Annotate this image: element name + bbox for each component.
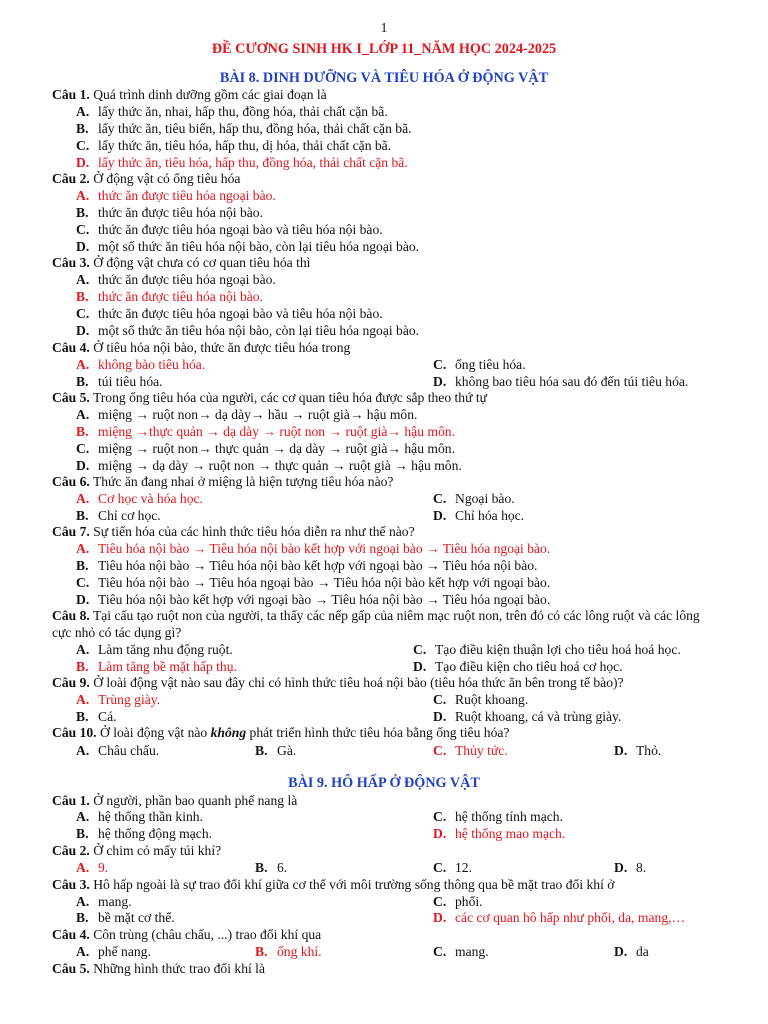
- question-b8-2: Câu 2. Ở động vật có ống tiêu hóa: [52, 171, 241, 186]
- question-b8-9: Câu 9. Ở loài động vật nào sau đây chỉ có hình thức tiêu hoá nội bào (tiêu hóa thức ăn bên trong tế bào)?: [52, 675, 624, 690]
- question-b9-2: Câu 2. Ở chim có mấy túi khí?: [52, 843, 222, 858]
- option: C. Tạo điều kiện thuận lợi cho tiêu hoá hoá học.: [413, 642, 681, 657]
- option-answer: B. ống khí.: [255, 944, 322, 959]
- option-answer: D. hệ thống mao mạch.: [433, 826, 566, 841]
- option: C. mang.: [433, 944, 489, 959]
- option: D. 8.: [614, 860, 647, 875]
- option: C. Ruột khoang.: [433, 692, 529, 707]
- option: B. 6.: [255, 860, 288, 875]
- option: D. Thỏ.: [614, 743, 662, 758]
- option: D. một số thức ăn tiêu hóa nội bào, còn lại tiêu hóa ngoại bào.: [76, 323, 420, 338]
- option-answer: A. Tiêu hóa nội bào → Tiêu hóa nội bào kết hợp với ngoại bào → Tiêu hóa ngoại bào.: [76, 541, 551, 556]
- option: B. Tiêu hóa nội bào → Tiêu hóa nội bào kết hợp với ngoại bào → Tiêu hóa nội bào.: [76, 558, 538, 573]
- question-b8-4: Câu 4. Ở tiêu hóa nội bào, thức ăn được tiêu hóa trong: [52, 340, 351, 355]
- option: C. hệ thống tính mạch.: [433, 809, 563, 824]
- section-title-bai-8: BÀI 8. DINH DƯỠNG VÀ TIÊU HÓA Ở ĐỘNG VẬT: [219, 70, 549, 86]
- question-b8-3: Câu 3. Ở động vật chưa có cơ quan tiêu hóa thì: [52, 255, 311, 270]
- option-answer: D. lấy thức ăn, tiêu hóa, hấp thu, đồng hóa, thải chất cặn bã.: [76, 155, 408, 170]
- question-b8-10: Câu 10. Ở loài động vật nào không phát triển hình thức tiêu hóa bằng ống tiêu hóa?: [52, 725, 510, 740]
- option: A. Châu chấu.: [76, 743, 160, 758]
- option: B. bề mặt cơ thể.: [76, 910, 175, 925]
- question-b8-6: Câu 6. Thức ăn đang nhai ở miệng là hiện tượng tiêu hóa nào?: [52, 474, 394, 489]
- document-title: ĐỀ CƯƠNG SINH HK I_LỚP 11_NĂM HỌC 2024-2025: [211, 41, 557, 57]
- option: B. thức ăn được tiêu hóa nội bào.: [76, 205, 263, 220]
- option: B. túi tiêu hóa.: [76, 374, 163, 389]
- option-answer: D. các cơ quan hô hấp như phổi, da, mang,…: [433, 910, 686, 925]
- option-answer: A. không bào tiêu hóa.: [76, 357, 206, 372]
- option: C. ống tiêu hóa.: [433, 357, 526, 372]
- question-b9-5: Câu 5. Những hình thức trao đổi khí là: [52, 961, 265, 976]
- option: B. Gà.: [255, 743, 297, 758]
- option: C. thức ăn được tiêu hóa ngoại bào và tiêu hóa nội bào.: [76, 306, 383, 321]
- option: C. 12.: [433, 860, 472, 875]
- question-b8-5: Câu 5. Trong ống tiêu hóa của người, các cơ quan tiêu hóa được sắp theo thứ tự: [52, 390, 488, 405]
- page-number: 1: [380, 20, 388, 35]
- question-b9-1: Câu 1. Ở người, phần bao quanh phế nang là: [52, 793, 298, 808]
- option: A. mang.: [76, 894, 132, 909]
- option: A. thức ăn được tiêu hóa ngoại bào.: [76, 272, 276, 287]
- option: B. hệ thống động mạch.: [76, 826, 213, 841]
- option: D. Tiêu hóa nội bào kết hợp với ngoại bào → Tiêu hóa nội bào → Tiêu hóa ngoại bào.: [76, 592, 551, 607]
- question-b8-1: Câu 1. Quá trình dinh dưỡng gồm các giai đoạn là: [52, 87, 327, 102]
- option-answer: A. 9.: [76, 860, 109, 875]
- question-b8-8: Câu 8. Tại cấu tạo ruột non của người, ta thấy các nếp gấp của niêm mạc ruột non, trên đó có các lông ruột và các lông cực nhỏ có tác dụng gì?: [52, 608, 700, 640]
- option: D. da: [614, 944, 649, 959]
- option: B. lấy thức ăn, tiêu biến, hấp thu, đồng hóa, thải chất cặn bã.: [76, 121, 412, 136]
- option: C. Ngoại bào.: [433, 491, 515, 506]
- option: D. một số thức ăn tiêu hóa nội bào, còn lại tiêu hóa ngoại bào.: [76, 239, 420, 254]
- option: C. Tiêu hóa nội bào → Tiêu hóa ngoại bào → Tiêu hóa nội bào kết hợp với ngoại bào.: [76, 575, 551, 590]
- option-answer: A. thức ăn được tiêu hóa ngoại bào.: [76, 188, 276, 203]
- option: A. miệng → ruột non→ dạ dày→ hầu → ruột già→ hậu môn.: [76, 407, 418, 422]
- question-b8-7: Câu 7. Sự tiến hóa của các hình thức tiêu hóa diễn ra như thế nào?: [52, 524, 415, 539]
- option-answer: B. thức ăn được tiêu hóa nội bào.: [76, 289, 263, 304]
- option: C. thức ăn được tiêu hóa ngoại bào và tiêu hóa nội bào.: [76, 222, 383, 237]
- option: C. phổi.: [433, 894, 483, 909]
- option-answer: A. Cơ học và hóa học.: [76, 491, 203, 506]
- option: D. Tạo điều kiện cho tiêu hoá cơ học.: [413, 659, 623, 674]
- option: D. Ruột khoang, cá và trùng giày.: [433, 709, 622, 724]
- option: B. Cá.: [76, 709, 117, 724]
- option-answer: A. Trùng giày.: [76, 692, 161, 707]
- option: C. lấy thức ăn, tiêu hóa, hấp thu, dị hóa, thải chất cặn bã.: [76, 138, 392, 153]
- option: D. Chỉ hóa học.: [433, 508, 525, 523]
- question-b9-3: Câu 3. Hô hấp ngoài là sự trao đổi khí giữa cơ thể với môi trường sống thông qua bề mặt trao đổi khí ở: [52, 877, 615, 892]
- option: B. Chỉ cơ học.: [76, 508, 161, 523]
- option: D. miệng → dạ dày → ruột non → thực quản → ruột già → hậu môn.: [76, 458, 462, 473]
- option-answer: B. miệng →thực quản → dạ dày → ruột non → ruột già→ hậu môn.: [76, 424, 455, 439]
- option: A. phế nang.: [76, 944, 151, 959]
- option-answer: C. Thủy tức.: [433, 743, 508, 758]
- option: A. Làm tăng nhu động ruột.: [76, 642, 233, 657]
- question-b9-4: Câu 4. Côn trùng (châu chấu, ...) trao đổi khí qua: [52, 927, 322, 942]
- option: C. miệng → ruột non→ thực quản → dạ dày → ruột già→ hậu môn.: [76, 441, 455, 456]
- option: D. không bao tiêu hóa sau đó đến túi tiêu hóa.: [433, 374, 689, 389]
- option: A. lấy thức ăn, nhai, hấp thu, đồng hóa, thải chất cặn bã.: [76, 104, 388, 119]
- option: A. hệ thống thần kinh.: [76, 809, 203, 824]
- option-answer: B. Làm tăng bề mặt hấp thụ.: [76, 659, 237, 674]
- section-title-bai-9: BÀI 9. HÔ HẤP Ở ĐỘNG VẬT: [288, 775, 480, 791]
